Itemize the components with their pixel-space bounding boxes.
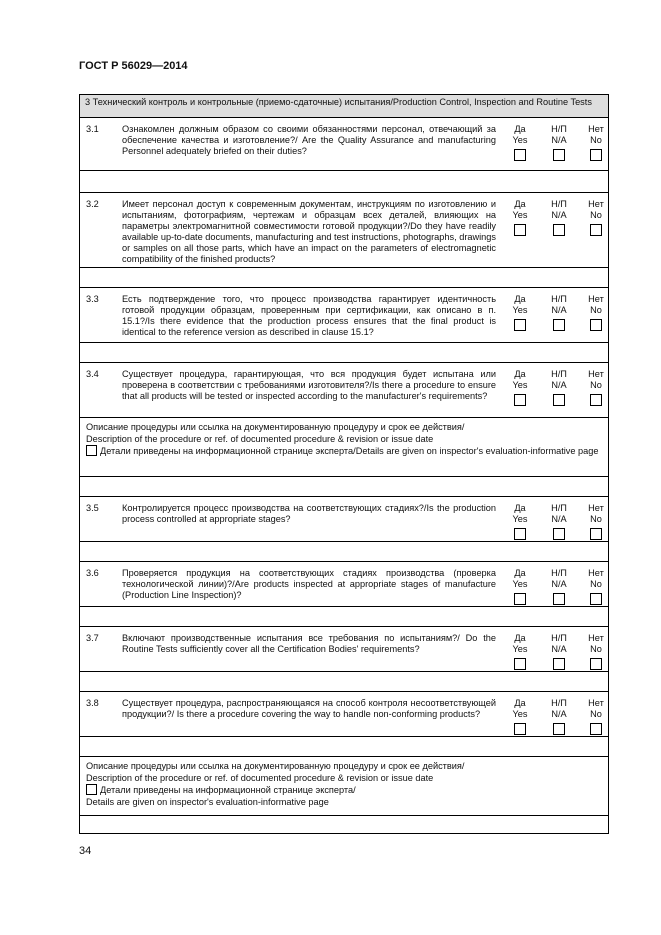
na-option: Н/П N/A: [539, 568, 579, 605]
comment-field[interactable]: [80, 476, 608, 496]
yes-checkbox[interactable]: [514, 394, 526, 406]
question-number: 3.2: [86, 199, 99, 209]
na-checkbox[interactable]: [553, 149, 565, 161]
yes-option: Да Yes: [500, 199, 540, 236]
na-option: Н/П N/A: [539, 503, 579, 540]
na-checkbox[interactable]: [553, 593, 565, 605]
question-3-7: [79, 626, 609, 691]
yes-checkbox[interactable]: [514, 593, 526, 605]
na-checkbox[interactable]: [553, 528, 565, 540]
question-number: 3.5: [86, 503, 99, 513]
page-number: 34: [79, 845, 92, 857]
standard-title: ГОСТ Р 56029—2014: [79, 60, 188, 72]
question-text: Ознакомлен должным образом со своими обязанностями персонал, отвечающий за обеспечение качества и изготовление?/ Are the Quality Assurance and manufacturing Personnel adequately briefed on their duties?: [122, 124, 496, 156]
question-number: 3.6: [86, 568, 99, 578]
comment-field[interactable]: [80, 736, 608, 756]
no-option: Нет No: [576, 124, 616, 161]
question-3-6: [79, 561, 609, 626]
yes-option: Да Yes: [500, 503, 540, 540]
yes-option: Да Yes: [500, 294, 540, 331]
comment-field[interactable]: [80, 342, 608, 362]
no-option: Нет No: [576, 698, 616, 735]
na-checkbox[interactable]: [553, 658, 565, 670]
no-checkbox[interactable]: [590, 224, 602, 236]
comment-field[interactable]: [80, 671, 608, 691]
no-checkbox[interactable]: [590, 593, 602, 605]
na-option: Н/П N/A: [539, 633, 579, 670]
section-header: 3 Технический контроль и контрольные (приемо-сдаточные) испытания/Production Control, Inspection and Routine Tests: [80, 95, 608, 117]
question-text: Включают производственные испытания все требования по испытаниям?/ Do the Routine Tests sufficiently cover all the Certification Bodies' requirements?: [122, 633, 496, 654]
yes-option: Да Yes: [500, 698, 540, 735]
procedure-label-ru: Описание процедуры или ссылка на документированную процедуру и срок ее действия/: [86, 761, 465, 771]
na-option: Н/П N/A: [539, 698, 579, 735]
procedure-block: [79, 756, 609, 834]
question-text: Существует процедура, распространяющаяся на способ контроля несоответствующей продукции?/ Is there a procedure covering the way to handle non-conforming products?: [122, 698, 496, 719]
procedure-block: [79, 417, 609, 496]
yes-option: Да Yes: [500, 369, 540, 406]
na-option: Н/П N/A: [539, 369, 579, 406]
question-3-2: [79, 192, 609, 287]
yes-option: Да Yes: [500, 633, 540, 670]
checklist-table: [79, 94, 609, 834]
procedure-label-en: Description of the procedure or ref. of documented procedure & revision or issue date: [86, 433, 434, 444]
no-option: Нет No: [576, 199, 616, 236]
details-checkbox[interactable]: [86, 784, 97, 795]
no-checkbox[interactable]: [590, 723, 602, 735]
details-label-ru: Детали приведены на информационной странице эксперта/: [100, 785, 356, 795]
no-checkbox[interactable]: [590, 149, 602, 161]
details-label-en: Details are given on inspector's evaluation-informative page: [86, 796, 329, 807]
yes-option: Да Yes: [500, 124, 540, 161]
details-label: Детали приведены на информационной странице эксперта/Details are given on inspector's evaluation-informative page: [100, 446, 599, 456]
yes-checkbox[interactable]: [514, 658, 526, 670]
no-option: Нет No: [576, 633, 616, 670]
comment-field[interactable]: [80, 267, 608, 287]
procedure-label-en: Description of the procedure or ref. of documented procedure & revision or issue date: [86, 772, 434, 783]
yes-checkbox[interactable]: [514, 528, 526, 540]
yes-option: Да Yes: [500, 568, 540, 605]
na-checkbox[interactable]: [553, 723, 565, 735]
comment-field[interactable]: [80, 170, 608, 192]
details-checkbox[interactable]: [86, 445, 97, 456]
no-option: Нет No: [576, 503, 616, 540]
na-option: Н/П N/A: [539, 199, 579, 236]
na-option: Н/П N/A: [539, 124, 579, 161]
comment-field[interactable]: [80, 606, 608, 626]
no-option: Нет No: [576, 369, 616, 406]
comment-field[interactable]: [80, 541, 608, 561]
na-option: Н/П N/A: [539, 294, 579, 331]
yes-checkbox[interactable]: [514, 149, 526, 161]
no-checkbox[interactable]: [590, 658, 602, 670]
question-3-8: [79, 691, 609, 756]
section-header-block: [79, 94, 609, 117]
question-number: 3.8: [86, 698, 99, 708]
question-3-3: [79, 287, 609, 362]
yes-checkbox[interactable]: [514, 723, 526, 735]
question-text: Есть подтверждение того, что процесс производства гарантирует идентичность готовой продукции образцам, проверенным при сертификации, как описано в п. 15.1?/Is there evidence that the production process ensures that the final product is identical to the reference version as described in clause 15.1?: [122, 294, 496, 337]
no-option: Нет No: [576, 294, 616, 331]
question-3-1: [79, 117, 609, 192]
no-option: Нет No: [576, 568, 616, 605]
question-text: Существует процедура, гарантирующая, что вся продукция будет испытана или проверена в соответствии с требованиями изготовителя?/Is there a procedure to ensure that all products will be tested or inspected according to the manufacturer's requirements?: [122, 369, 496, 401]
question-number: 3.7: [86, 633, 99, 643]
yes-checkbox[interactable]: [514, 319, 526, 331]
question-text: Имеет персонал доступ к современным документам, инструкциям по изготовлению и испытаниям, фотографиям, чертежам и образцам всех деталей, влияющих на параметры электромагнитной совместимости готовой продукции?/Do they have readily available up-to-date documents, manufacturing and test instructions, photographs, drawings or samples on all those parts, which have an impact on the parameters of electromagnetic compatibility of the finished products?: [122, 199, 496, 264]
question-text: Проверяется продукция на соответствующих стадиях производства (проверка технологической линии)?/Are products inspected at appropriate stages of manufacture (Production Line Inspection)?: [122, 568, 496, 600]
na-checkbox[interactable]: [553, 319, 565, 331]
no-checkbox[interactable]: [590, 394, 602, 406]
procedure-field[interactable]: [80, 757, 608, 815]
procedure-label-ru: Описание процедуры или ссылка на документированную процедуру и срок ее действия/: [86, 422, 465, 432]
comment-field[interactable]: [80, 815, 608, 833]
yes-checkbox[interactable]: [514, 224, 526, 236]
no-checkbox[interactable]: [590, 528, 602, 540]
question-number: 3.4: [86, 369, 99, 379]
question-3-4: [79, 362, 609, 417]
na-checkbox[interactable]: [553, 224, 565, 236]
procedure-field[interactable]: [80, 418, 608, 476]
no-checkbox[interactable]: [590, 319, 602, 331]
question-number: 3.1: [86, 124, 99, 134]
question-number: 3.3: [86, 294, 99, 304]
question-text: Контролируется процесс производства на соответствующих стадиях?/Is the production process controlled at appropriate stages?: [122, 503, 496, 524]
question-3-5: [79, 496, 609, 561]
na-checkbox[interactable]: [553, 394, 565, 406]
